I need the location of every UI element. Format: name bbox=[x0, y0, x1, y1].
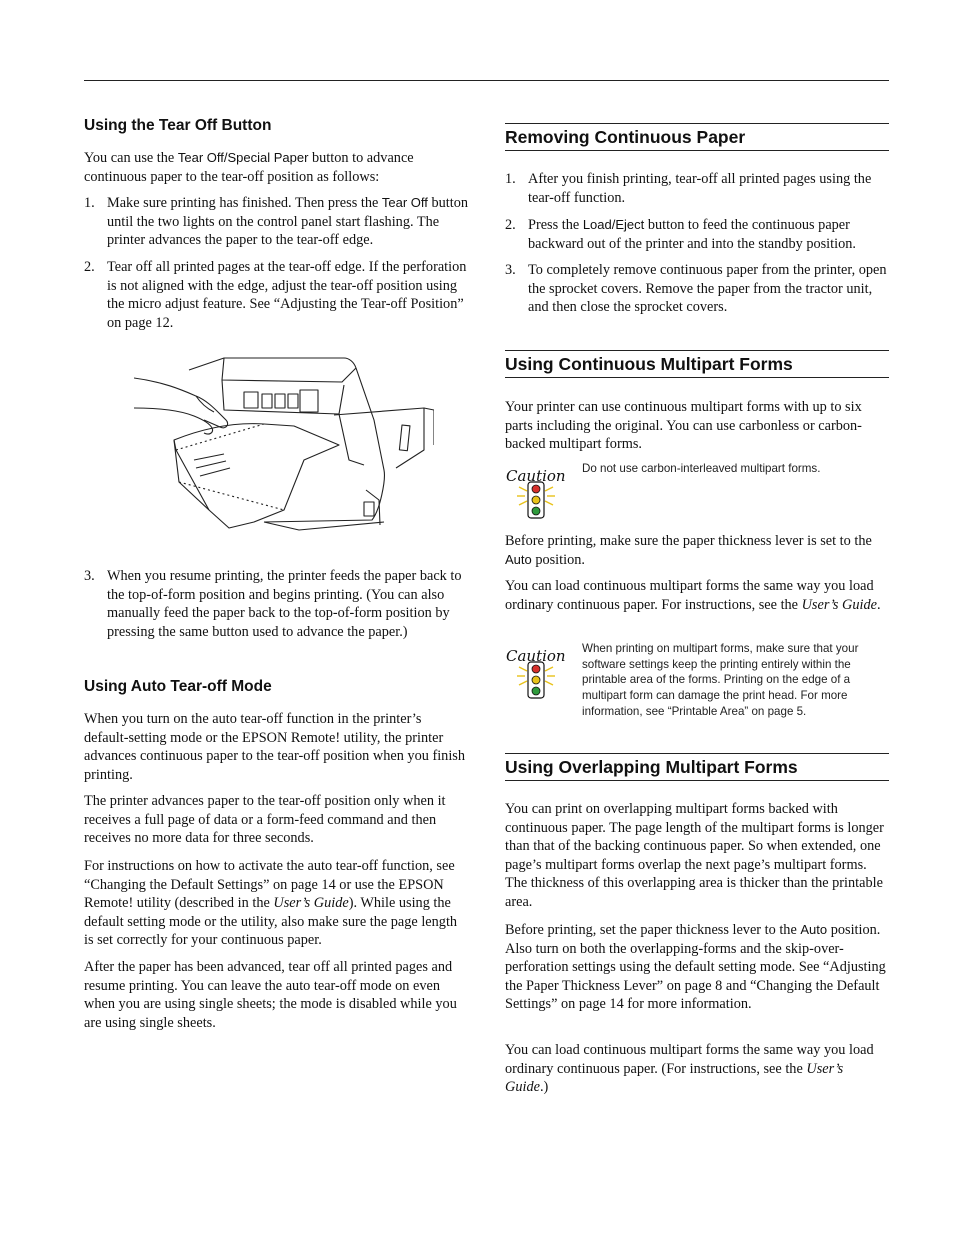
removing-step-2: 2. Press the Load/Eject button to feed the continuous paper backward out of the printer and into the standby position. bbox=[505, 217, 856, 252]
tear-off-step-2: 2. Tear off all printed pages at the tear-off edge. If the perforation is not aligned with the edge, adjust the tear-off position using the micro adjust feature. See “Adjusting the Tear-off Position” on page 12. bbox=[84, 259, 467, 331]
caution-traffic-light-icon bbox=[505, 461, 567, 521]
multipart-paragraph-1: Your printer can use continuous multipart forms with up to six parts including the original. You can use carbonless or carbon-backed multipart forms. bbox=[505, 399, 862, 453]
page-top-rule bbox=[84, 80, 889, 81]
tear-off-heading: Using the Tear Off Button bbox=[84, 117, 272, 134]
overlapping-paragraph-1: You can print on overlapping multipart forms backed with continuous paper. The page length of the multipart forms is longer than that of the backing continuous paper. So when extended, one page’s multipart forms overlap the next page’s multipart forms. The thickness of this overlapping area is thicker than the printable area. bbox=[505, 801, 884, 910]
overlapping-paragraph-2: Before printing, set the paper thickness lever to the Auto position. Also turn on both the overlapping-forms and the skip-over-perforation settings using the default setting mode. See “Adjusting the Paper Thickness Lever” on page 8 and “Changing the Default Settings” on page 14 for more information. bbox=[505, 922, 886, 1013]
caution-note-1 bbox=[505, 461, 889, 485]
removing-paper-heading: Removing Continuous Paper bbox=[505, 123, 889, 151]
users-guide-ref: User’s Guide bbox=[273, 895, 349, 912]
tear-off-intro: You can use the Tear Off/Special Paper button to advance continuous paper to the tear-off position as follows: bbox=[84, 150, 414, 185]
multipart-paragraph-3: You can load continuous multipart forms the same way you load ordinary continuous paper. For instructions, see the User’s Guide. bbox=[505, 578, 881, 613]
overlapping-paragraph-3: You can load continuous multipart forms the same way you load ordinary continuous paper. (For instructions, see the User’s Guide.) bbox=[505, 1042, 874, 1096]
auto-tear-off-paragraph-3: For instructions on how to activate the auto tear-off function, see “Changing the Default Settings” on page 14 or use the EPSON Remote! utility (described in the User’s Guide). While using the default setting mode or the utility, also make sure the page length is set correctly for your continuous paper. bbox=[84, 858, 458, 949]
multipart-paragraph-2: Before printing, make sure the paper thickness lever is set to the Auto position. bbox=[505, 533, 872, 568]
multipart-forms-heading: Using Continuous Multipart Forms bbox=[505, 350, 889, 378]
printer-tear-off-illustration bbox=[134, 350, 434, 532]
svg-text:Caution: Caution bbox=[506, 647, 566, 665]
tear-off-step-1: 1. Make sure printing has finished. Then press the Tear Off button until the two lights on the control panel start flashing. The printer advances the paper to the tear-off edge. bbox=[84, 195, 469, 249]
caution-traffic-light-icon bbox=[505, 641, 567, 701]
caution-text-2: When printing on multipart forms, make sure that your software settings keep the printing entirely within the printable area of the forms. Printing on the edge of a multipart form can damage the print head. For more information, see “Printable Area” on page 5. bbox=[582, 642, 859, 718]
tear-off-button-name: Tear Off bbox=[381, 195, 428, 210]
removing-step-1: 1. After you finish printing, tear-off all printed pages using the tear-off function. bbox=[505, 171, 872, 206]
auto-tear-off-heading: Using Auto Tear-off Mode bbox=[84, 678, 272, 695]
tear-off-special-paper-button-name: Tear Off/Special Paper bbox=[177, 150, 309, 165]
tear-off-step-3: 3. When you resume printing, the printer feeds the paper back to the top-of-form position and begins printing. (You can also manually feed the paper back to the top-of-form position by pressing the same button used to advance the paper.) bbox=[84, 568, 462, 640]
users-guide-ref: User’s Guide bbox=[801, 596, 877, 613]
auto-setting-name: Auto bbox=[800, 922, 828, 937]
auto-tear-off-paragraph-4: After the paper has been advanced, tear off all printed pages and resume printing. You can leave the auto tear-off mode on even when you are using single sheets; the mode is disabled while you are using single sheets. bbox=[84, 959, 457, 1031]
removing-step-3: 3. To completely remove continuous paper from the printer, open the sprocket covers. Remove the paper from the tractor unit, and then close the sprocket covers. bbox=[505, 262, 887, 316]
auto-setting-name: Auto bbox=[505, 551, 532, 567]
caution-note-2 bbox=[505, 641, 889, 720]
overlapping-forms-heading: Using Overlapping Multipart Forms bbox=[505, 753, 889, 781]
users-guide-ref: User’s Guide bbox=[505, 1060, 844, 1096]
auto-tear-off-paragraph-2: The printer advances paper to the tear-off position only when it receives a full page of data or a form-feed command and then receives no more data for three seconds. bbox=[84, 793, 446, 847]
caution-text-1: Do not use carbon-interleaved multipart forms. bbox=[582, 462, 821, 475]
svg-text:Caution: Caution bbox=[506, 467, 566, 485]
printer-illustration-svg bbox=[134, 350, 434, 532]
load-eject-button-name: Load/Eject bbox=[582, 217, 645, 232]
auto-tear-off-paragraph-1: When you turn on the auto tear-off function in the printer’s default-setting mode or the EPSON Remote! utility, the printer advances continuous paper to the tear-off position when you finish printing. bbox=[84, 711, 466, 783]
